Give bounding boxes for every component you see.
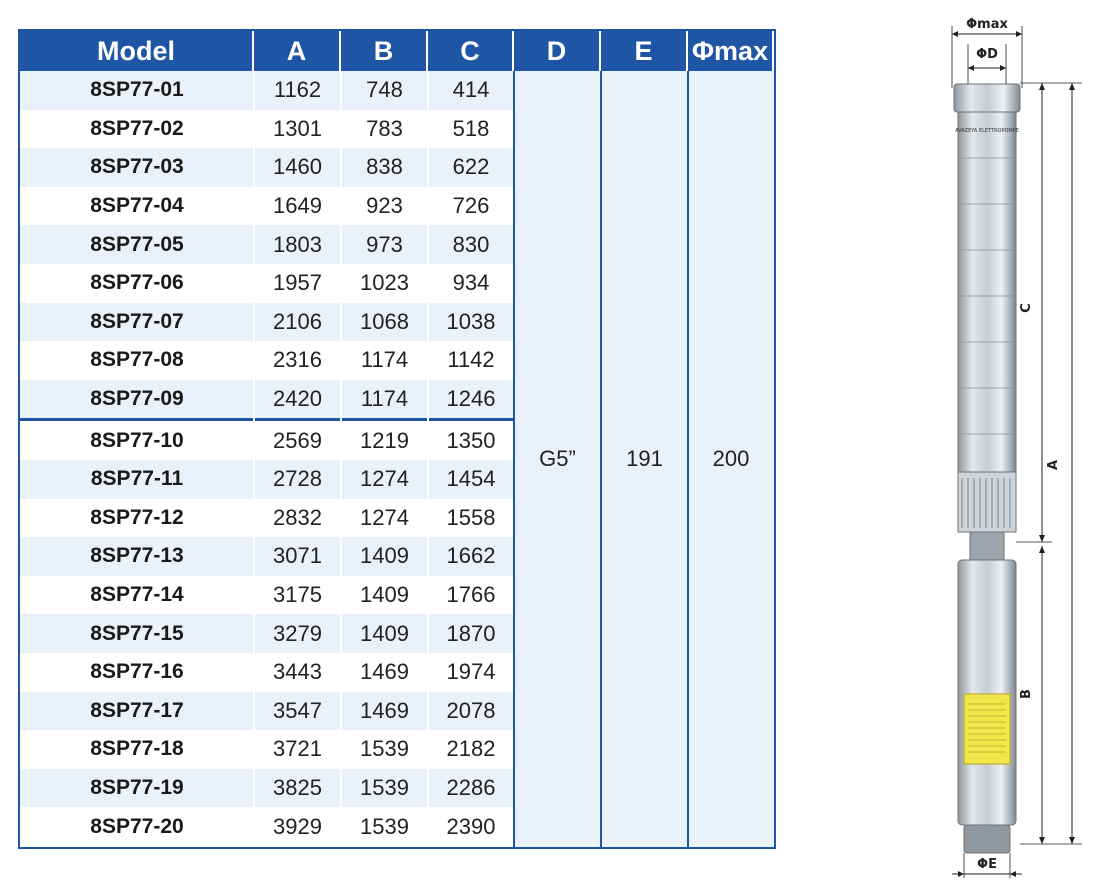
header-phimax: Φmax — [688, 31, 774, 71]
dim-a-cell: 1957 — [273, 270, 322, 296]
model-cell: 8SP77-15 — [90, 621, 184, 645]
model-cell: 8SP77-20 — [90, 814, 184, 838]
dim-c-cell: 1454 — [446, 466, 496, 492]
dim-b-cell: 748 — [366, 77, 403, 103]
model-cell: 8SP77-18 — [90, 737, 184, 761]
dim-c-cell: 1558 — [446, 504, 496, 530]
dim-a-cell: 2106 — [273, 308, 322, 334]
header-e: E — [601, 31, 688, 71]
model-cell: 8SP77-17 — [90, 698, 184, 722]
phie-label: ΦE — [977, 857, 997, 872]
dim-a-cell: 3547 — [273, 697, 322, 723]
dim-a-cell: 3721 — [273, 736, 322, 762]
dim-c-cell: 726 — [452, 193, 490, 219]
dim-c-cell: 1142 — [447, 347, 495, 373]
dim-c-cell: 2286 — [446, 775, 496, 801]
dim-b-cell: 1409 — [360, 620, 409, 646]
dim-b-cell: 1068 — [360, 308, 409, 334]
table-row — [20, 499, 514, 538]
dim-c-cell: 2078 — [446, 697, 496, 723]
table-row — [20, 380, 514, 419]
column-divider — [427, 71, 429, 847]
phie-dimension — [952, 853, 1022, 878]
column-divider — [253, 71, 255, 847]
dim-c-cell: 1038 — [446, 308, 496, 334]
model-cell: 8SP77-06 — [90, 271, 184, 295]
model-cell: 8SP77-10 — [90, 428, 184, 452]
dim-c-cell: 1246 — [446, 386, 496, 412]
dim-a-cell: 3825 — [273, 775, 322, 801]
dim-b-cell: 783 — [366, 115, 403, 141]
pump-body — [954, 84, 1020, 853]
table-row — [20, 264, 514, 303]
table-row — [20, 341, 514, 380]
a-label: A — [1046, 459, 1061, 471]
column-divider — [513, 71, 515, 847]
c-label: C — [1019, 303, 1034, 313]
brand-label: AVAZEYA ELETTROPOMPE — [955, 128, 1019, 134]
model-cell: 8SP77-04 — [90, 194, 184, 218]
model-cell: 8SP77-03 — [90, 155, 184, 179]
table-row — [20, 614, 514, 653]
phid-label: ΦD — [976, 47, 998, 62]
c-dimension — [1016, 83, 1052, 542]
dim-b-cell: 1539 — [360, 813, 409, 839]
dimension-table — [18, 29, 776, 849]
dim-a-cell: 1649 — [273, 193, 322, 219]
table-row — [20, 421, 514, 460]
dim-c-cell: 2390 — [446, 813, 496, 839]
b-label: B — [1019, 689, 1034, 699]
a-dimension — [1020, 83, 1082, 844]
table-row — [20, 576, 514, 615]
table-row — [20, 187, 514, 226]
dim-c-cell: 2182 — [446, 736, 496, 762]
column-divider — [340, 71, 342, 847]
dim-a-cell: 3279 — [273, 620, 322, 646]
dim-a-cell: 3929 — [273, 813, 322, 839]
dim-a-cell: 1162 — [273, 77, 322, 103]
dim-a-cell: 3175 — [273, 582, 322, 608]
dim-b-cell: 1219 — [360, 427, 409, 453]
dim-b-cell: 1469 — [360, 659, 409, 685]
table-row — [20, 71, 514, 110]
merged-e-cell: 191 — [601, 71, 688, 847]
header-model: Model — [20, 31, 254, 71]
model-cell: 8SP77-16 — [90, 660, 184, 684]
table-row — [20, 303, 514, 342]
model-cell: 8SP77-02 — [90, 116, 184, 140]
column-divider — [600, 71, 602, 847]
dim-c-cell: 414 — [452, 77, 490, 103]
header-d: D — [514, 31, 601, 71]
model-cell: 8SP77-07 — [90, 309, 184, 333]
model-cell: 8SP77-12 — [90, 505, 184, 529]
table-row — [20, 730, 514, 769]
table-row — [20, 148, 514, 187]
header-b: B — [341, 31, 428, 71]
dim-b-cell: 1539 — [360, 775, 409, 801]
dim-c-cell: 1766 — [446, 582, 496, 608]
column-divider — [687, 71, 689, 847]
table-row — [20, 692, 514, 731]
dim-b-cell: 1409 — [360, 543, 409, 569]
dim-c-cell: 1974 — [446, 659, 496, 685]
dim-a-cell: 2728 — [273, 466, 322, 492]
dim-a-cell: 3071 — [273, 543, 322, 569]
dim-b-cell: 973 — [366, 231, 403, 257]
header-c: C — [428, 31, 514, 71]
dim-b-cell: 1274 — [360, 466, 409, 492]
model-cell: 8SP77-08 — [90, 348, 184, 372]
dim-c-cell: 1350 — [446, 427, 496, 453]
dim-a-cell: 2569 — [273, 427, 322, 453]
dim-a-cell: 1301 — [273, 115, 322, 141]
dim-b-cell: 1174 — [360, 386, 409, 412]
table-row — [20, 537, 514, 576]
dim-b-cell: 1409 — [360, 582, 409, 608]
model-cell: 8SP77-05 — [90, 232, 184, 256]
header-a: A — [254, 31, 341, 71]
table-row — [20, 653, 514, 692]
table-row — [20, 460, 514, 499]
dim-a-cell: 2316 — [273, 347, 322, 373]
dim-b-cell: 1274 — [360, 504, 409, 530]
dim-b-cell: 1023 — [360, 270, 409, 296]
dim-a-cell: 2832 — [273, 504, 322, 530]
merged-d-cell: G5” — [514, 71, 601, 847]
group-separator — [20, 418, 514, 421]
table-row — [20, 807, 514, 846]
table-row — [20, 110, 514, 149]
dim-c-cell: 830 — [452, 231, 490, 257]
dim-a-cell: 2420 — [273, 386, 322, 412]
phimax-label: Φmax — [966, 17, 1008, 32]
model-cell: 8SP77-11 — [90, 467, 184, 491]
dim-c-cell: 518 — [452, 115, 490, 141]
model-cell: 8SP77-14 — [90, 583, 184, 607]
dim-c-cell: 622 — [452, 154, 490, 180]
dim-c-cell: 1662 — [446, 543, 496, 569]
model-cell: 8SP77-19 — [90, 776, 184, 800]
pump-dimension-diagram — [930, 8, 1100, 888]
model-cell: 8SP77-01 — [90, 78, 184, 102]
dim-c-cell: 934 — [452, 270, 490, 296]
model-cell: 8SP77-13 — [90, 544, 184, 568]
merged-phimax-cell: 200 — [688, 71, 774, 847]
dim-a-cell: 1803 — [273, 231, 322, 257]
dim-b-cell: 838 — [366, 154, 403, 180]
table-row — [20, 769, 514, 808]
phid-dimension — [968, 44, 1006, 88]
dim-b-cell: 1469 — [360, 697, 409, 723]
dim-a-cell: 3443 — [273, 659, 322, 685]
dim-b-cell: 1539 — [360, 736, 409, 762]
table-row — [20, 225, 514, 264]
dim-c-cell: 1870 — [446, 620, 496, 646]
dim-b-cell: 1174 — [360, 347, 409, 373]
dim-a-cell: 1460 — [273, 154, 322, 180]
b-dimension — [1019, 546, 1045, 844]
dim-b-cell: 923 — [366, 193, 403, 219]
model-cell: 8SP77-09 — [90, 387, 184, 411]
